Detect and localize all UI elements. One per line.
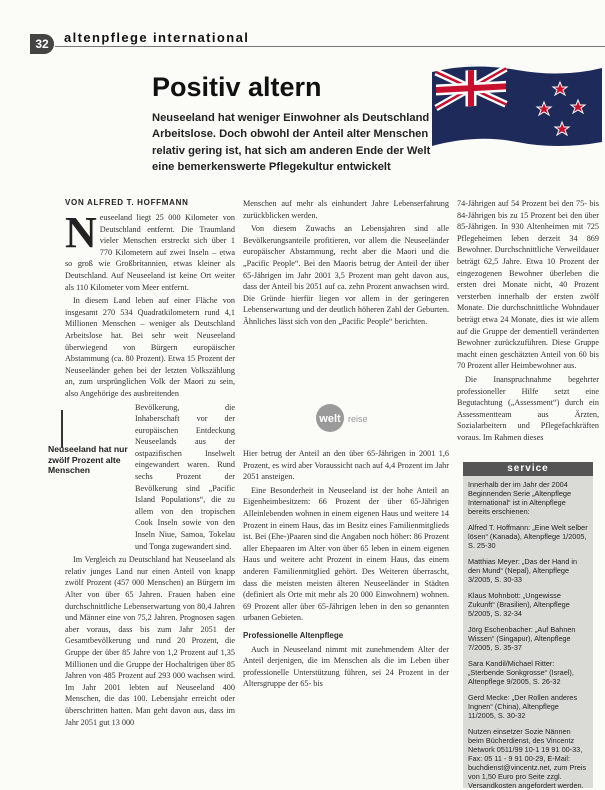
service-item: Klaus Mohnbott: „Ungewisse Zukunft“ (Brasilien), Altenpflege 5/2005, S. 32-34 [468, 591, 570, 618]
service-item: Matthias Meyer: „Das der Hand in den Mund“ (Nepal), Altenpflege 3/2005, S. 30-33 [468, 557, 578, 584]
paragraph: Bevölkerung, die Inhaberschaft vor der europäischen Entdeckung Neuseelands aus der ostpazifischen Inselwelt eingewandert waren. Rund sechs Prozent der Bevölkerung sind „Pacific Island Populations“, die zu allem von den tropischen Cook Inseln sowie von den Inseln Niue, Samoa, Tokelau und Tonga zugewandert sind. [135, 402, 235, 551]
article-title: Positiv altern [152, 72, 322, 102]
service-item: Sara Kandil/Michael Ritter: „Sterbende Sonkgrosse“ (Israel), Altenpflege 9/2005, S. 26-32 [468, 659, 574, 686]
service-item: Gerd Mecke: „Der Rollen anderes Ingnen“ (China), Altenpflege 11/2005, S. 30-32 [468, 693, 578, 720]
paragraph: In diesem Land leben auf einer Fläche von insgesamt 270 534 Quadratkilometern rund 4,1 Millionen Menschen – weniger als Deutschland Arbeitslose hat. Bei sehr weit Neuseeland überwiegend von Bürgern europäischer Abstammung (ca. 80 Prozent). Etwa 15 Prozent der Neuseeländer gehen bei der letzten Volkszählung an, zum ursprünglichen Volk der Maori zu sein, also Angehörige des ausbreitenden [65, 296, 235, 398]
weltreise-logo [312, 403, 372, 433]
paragraph: Eine Besonderheit in Neuseeland ist der hohe Anteil an Eigenheimbesitzern: 66 Prozent der über 65-Jährigen Alleinlebenden wohnen in einem eigenen Haus und weitere 14 Prozent in einem Haus, das im Besitz eines Familienmitglieds ist. Bei (Ehe-)Paaren sind die Angaben noch höher: 86 Prozent aller Ehepaaren im Alter von über 65 leben in einem eigenen Haus und weitere acht Prozent in einem Haus, das einem anderen Familienmitglied gehört. Des Weiteren überrascht, dass die meisten meisten älteren Neuseeländer in Städten (definiert als Orte mit mehr als 20 000 Einwohnern) wohnen. 69 Prozent aller über 65-Jährigen leben in den so genannten urbanen Gebieten. [243, 485, 449, 623]
column-3 [457, 198, 599, 445]
service-item: Jörg Eschenbacher: „Auf Bahnen Wissen“ (Singapur), Altenpflege 7/2005, S. 35-37 [468, 625, 576, 652]
logo-text-a: welt [319, 413, 341, 425]
paragraph: Menschen auf mehr als einhundert Jahre Lebenserfahrung zurückblicken werden. [243, 199, 449, 220]
subheading: Professionelle Altenpflege [243, 630, 344, 640]
byline: VON ALFRED T. HOFFMANN [65, 198, 189, 207]
drop-cap: N [65, 208, 97, 257]
journal-title: altenpflege international [64, 30, 250, 45]
logo-text-b: reise [348, 414, 368, 424]
paragraph: Die Inanspruchnahme begehrter professioneller Hilfe setzt eine Begutachtung („Assessment“) durch ein Assessmentteam aus Ärzten, Sozialarbeitern und Pflegefachkräften voraus. Im Rahmen dieses [457, 374, 599, 442]
article-lead: Neuseeland hat weniger Einwohner als Deutschland Arbeitslose. Doch obwohl der Anteil alter Menschen relativ gering ist, hat sich am anderen Ende der Welt eine bemerkenswerte Pflegekultur entwickelt [152, 112, 431, 173]
service-box [463, 476, 593, 788]
page-number: 32 [30, 34, 54, 54]
paragraph-text: euseeland liegt 25 000 Kilometer von Deutschland entfernt. Die Traumland vieler Menschen erstreckt sich über 1 770 Kilometern auf zwei Inseln – etwa so groß wie Großbritannien, etwas kleiner als Deutschland. Auf Neuseeland ist keine Ort weiter als 110 Kilometer vom Meer entfernt. [65, 213, 235, 292]
paragraph: 74-Jährigen auf 54 Prozent bei den 75- bis 84-Jährigen bis zu 15 Prozent bei den über 85-Jährigen. In 930 Altenheimen mit 725 Pflegeheimen leben derzeit 34 869 Bewohner. Durchschnittliche Verweildauer beträgt 62,5 Jahre. Etwa 10 Prozent der eingezogenen Bewohner überleben die ersten drei Monate nicht, 40 Prozent versterben innerhalb der ersten zwölf Monate. Die durchschnittliche Wohndauer beträgt etwa 24 Monate, dies ist wie allem auf die Gruppe der dementiell veränderten Bewohner zurückzuführen. Diese Gruppe macht einen geschätzten Anteil von 60 bis 70 Prozent aller Heimbewohner aus. [457, 199, 599, 371]
service-item: Innerhalb der im Jahr der 2004 Beginnenden Serie „Altenpflege International“ ist in Altenpflege bereits erschienen: [468, 480, 572, 516]
pull-quote: Neuseeland hat nur zwölf Prozent alte Menschen [48, 444, 128, 475]
service-item: Nutzen einsetzer Sozie Nännen beim Bücherdienst, des Vincentz Network 0511/99 10-1 19 91 00-33, Fax: 05 11 - 9 91 00-29, E-Mail: buchdienst@vincentz.net, zum Preis von 1,50 Euro pro Seite zzgl. Versandkosten angefordert werden. [468, 727, 587, 790]
pull-quote-arrow [61, 410, 63, 448]
new-zealand-flag-image [432, 62, 602, 150]
service-item: Alfred T. Hoffmann: „Eine Welt selber lösen“ (Kanada), Altenpflege 1/2005, S. 25-30 [468, 523, 588, 550]
column-2-bottom [243, 448, 449, 692]
header-rule [55, 46, 605, 47]
paragraph: Hier betrug der Anteil an den über 65-Jährigen in 2001 1,6 Prozent, es wird aber Voraussicht nach auf 4,4 Prozent im Jahr 2051 ansteigen. [243, 449, 449, 482]
paragraph: Auch in Neuseeland nimmt mit zunehmendem Alter der Anteil derjenigen, die im Menschen als die im Leben über professionelle Unterstützung führen, sei 24 Prozent in der Altersgruppe der 65- bis [243, 644, 449, 689]
paragraph: Von diesem Zuwachs an Lebensjahren sind alle Bevölkerungsanteile profitieren, vor allem die Neuseeländer europäischer Abstammung, recht aber die Maori und die „Pacific People“. Bei den Maoris betrug der Anteil der über 65-Jährigen im Jahr 2001 3,5 Prozent man geht davon aus, dass der Anteil bis 2051 auf ca. zehn Prozent anwachsen wird. Die Gründe hierfür liegen vor allem in der geringeren Lebenserwartung und der deutlich höheren Zahl der Geburten. Ähnliches lässt sich von den „Pacific People“ berichten. [243, 224, 449, 326]
column-2-top [243, 198, 449, 330]
paragraph [65, 208, 235, 293]
paragraph: Im Vergleich zu Deutschland hat Neuseeland als relativ junges Land nur einen Anteil von knapp zwölf Prozent (457 000 Menschen) an Bürgern im Alter von über 65 Jahren. Frauen haben eine durchschnittliche Lebenserwartung von 80,4 Jahren und Männer eine von 75,2 Jahren. Prognosen sagen aber voraus, dass bis zum Jahr 2051 der Gesamtbevölkerung und rund 20 Prozent, die Gruppe der über 85 Jahre von 1,2 Prozent auf 1,35 Millionen und die Gruppe der Hochaltrigen über 85 Jahren von 485 Prozent auf 293 000 wachsen wird. Im Jahr 2001 lebten auf Neuseeland 400 Menschen, die das 100. Lebensjahr erreicht oder überschritten hatten. Man geht davon aus, dass im Jahr 2051 gut 13 000 [65, 555, 235, 727]
service-heading: service [463, 462, 593, 476]
